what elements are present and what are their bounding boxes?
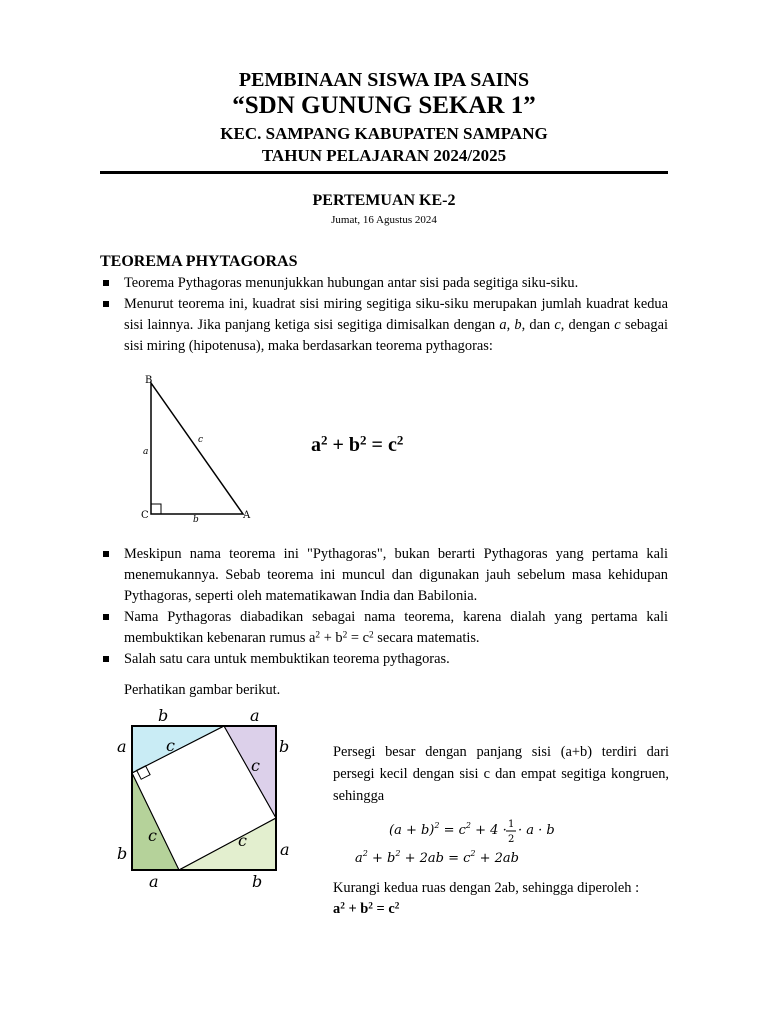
list-item xyxy=(100,607,668,649)
list-item-text: Meskipun nama teorema ini "Pythagoras", bukan berarti Pythagoras yang pertama kali menemukannya. Sebab teorema ini muncul dan digunakan jauh sebelum masa kehidupan Pythagoras, seperti oleh matematikawan India dan Babilonia. xyxy=(124,546,668,604)
list-item-text: Teorema Pythagoras menunjukkan hubungan antar sisi pada segitiga siku-siku. xyxy=(124,275,579,291)
side-b-label: b xyxy=(193,515,199,525)
header-line-3: KEC. SAMPANG KABUPATEN SAMPANG xyxy=(220,124,548,143)
pythagoras-formula: $a^2 + b^2 = c^2$ xyxy=(311,432,404,456)
result-formula: $a^2 + b^2 = c^2$ xyxy=(333,901,400,917)
vertex-a-label: A xyxy=(243,510,251,521)
side-c-label: c xyxy=(198,435,204,445)
header-divider xyxy=(100,171,668,174)
explanation-text: Persegi besar dengan panjang sisi (a+b) terdiri dari persegi kecil dengan sisi c dan empat segitiga kongruen, sehingga xyxy=(333,744,669,804)
see-figure-text: Perhatikan gambar berikut. xyxy=(124,682,281,698)
section-title: TEOREMA PHYTAGORAS xyxy=(100,253,298,270)
svg-text:2: 2 xyxy=(508,834,515,845)
bullet-list-2 xyxy=(100,544,668,670)
list-item xyxy=(100,273,668,294)
left-top-label: a xyxy=(117,737,127,756)
side-a-label: a xyxy=(143,447,149,457)
svg-text:a2 + b2 + 2ab = c2 + 2ab: $a^2 + b^2 + 2ab = c^2 + 2ab$ xyxy=(355,849,519,866)
derivation-formula xyxy=(350,812,555,870)
bullet-list-1 xyxy=(100,273,668,357)
header-line-1: PEMBINAAN SISWA IPA SAINS xyxy=(238,69,530,91)
square-proof-figure xyxy=(104,703,300,893)
hyp-label-top: c xyxy=(166,736,175,755)
right-top-label: b xyxy=(279,737,290,756)
meeting-title: PERTEMUAN KE-2 xyxy=(312,192,456,209)
right-bottom-label: a xyxy=(280,840,290,859)
hyp-label-left: c xyxy=(148,826,157,845)
list-item-text: Menurut teorema ini, kuadrat sisi miring segitiga siku-siku merupakan jumlah kuadrat kedua sisi lainnya. Jika panjang ketiga sisi segitiga dimisalkan dengan a, b, dan c, dengan c sebagai sisi miring (hipotenusa), maka berdasarkan teorema pythagoras: xyxy=(124,296,668,354)
meeting-date: Jumat, 16 Agustus 2024 xyxy=(331,214,437,226)
hyp-label-right: c xyxy=(251,756,260,775)
academic-year: TAHUN PELAJARAN 2024/2025 xyxy=(261,146,507,165)
list-item-text: Salah satu cara untuk membuktikan teorema pythagoras. xyxy=(124,651,450,667)
left-bottom-label: b xyxy=(117,844,128,863)
list-item-text: Nama Pythagoras diabadikan sebagai nama teorema, karena dialah yang pertama kali membuktikan kebenaran rumus $a^2 + b^2 = c^2$ secara matematis. xyxy=(124,609,668,646)
list-item xyxy=(100,649,668,670)
bottom-left-label: a xyxy=(149,872,159,891)
list-item xyxy=(100,544,668,607)
top-right-label: a xyxy=(250,706,260,725)
right-triangle-figure xyxy=(137,370,257,525)
svg-text:1: 1 xyxy=(508,819,515,830)
list-item xyxy=(100,294,668,357)
bullet-icon xyxy=(103,280,109,286)
bullet-icon xyxy=(103,301,109,307)
school-name: “SDN GUNUNG SEKAR 1” xyxy=(232,92,536,119)
svg-text:· a · b: · a · b xyxy=(518,823,555,838)
hyp-label-bottom: c xyxy=(238,831,247,850)
bullet-icon xyxy=(103,656,109,662)
bullet-icon xyxy=(103,614,109,620)
bottom-right-label: b xyxy=(252,872,263,891)
bullet-icon xyxy=(103,551,109,557)
top-left-label: b xyxy=(158,706,169,725)
vertex-b-label: B xyxy=(145,375,153,386)
reduce-text: Kurangi kedua ruas dengan 2ab, sehingga diperoleh : xyxy=(333,880,640,896)
vertex-c-label: C xyxy=(141,510,149,521)
svg-text:(a + b)2 = c2 + 4 ·: $(a + b)^2 = c^2 + 4$ · xyxy=(389,821,507,838)
